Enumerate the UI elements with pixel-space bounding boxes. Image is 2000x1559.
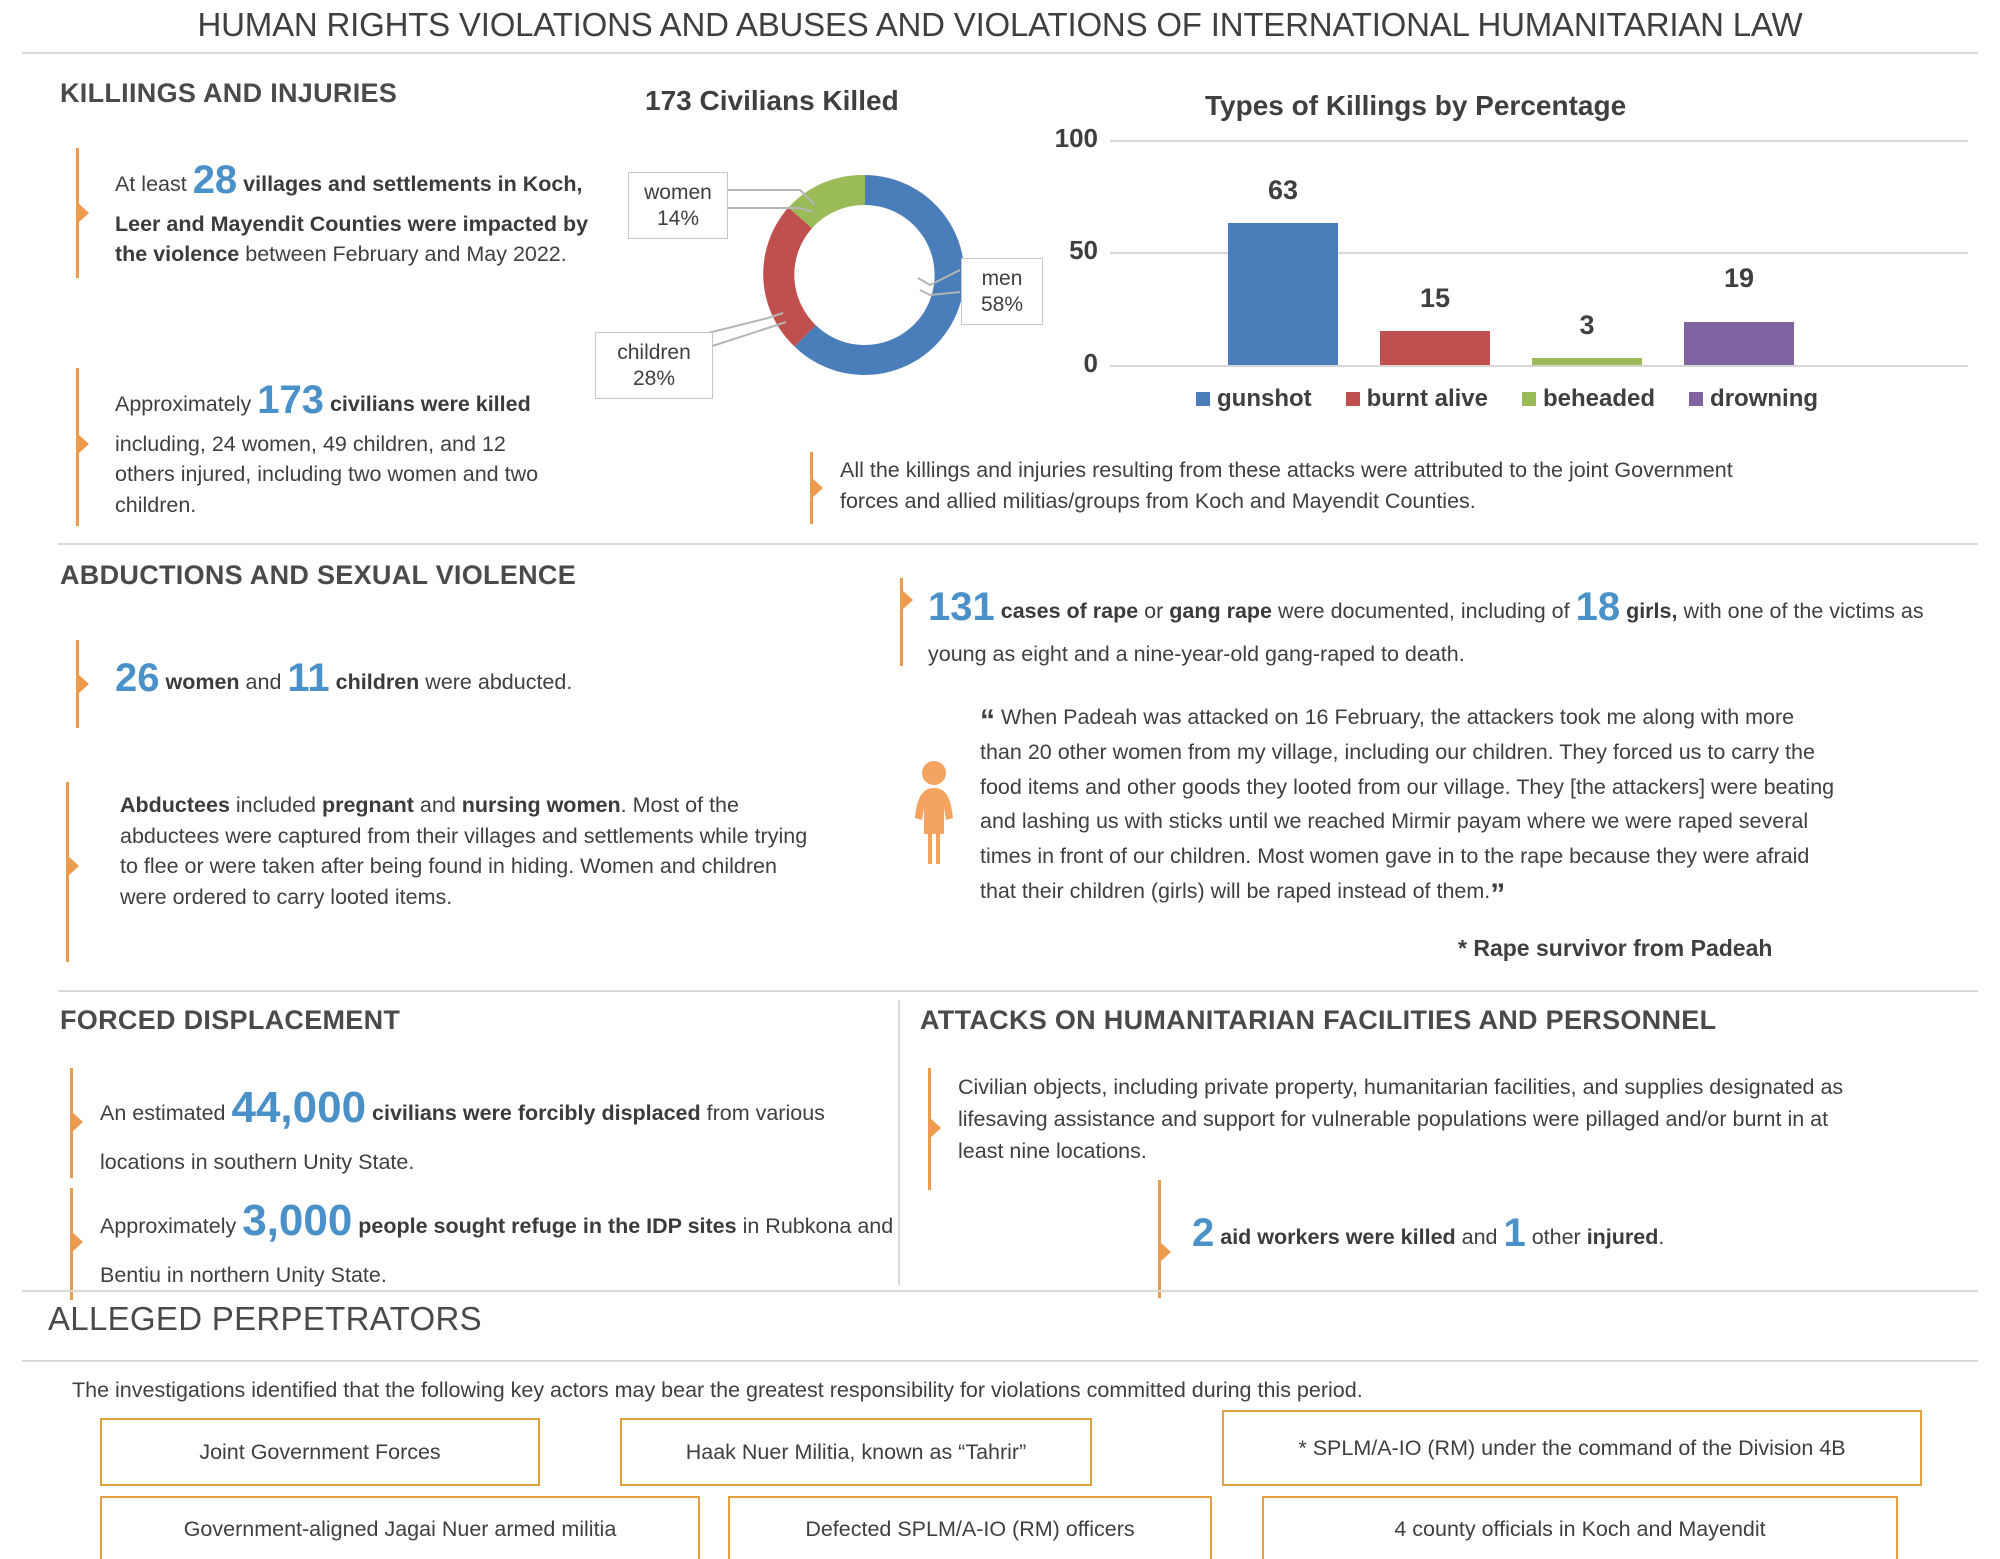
bullet-marker-civilians-killed bbox=[76, 368, 90, 526]
note-attribution: All the killings and injuries resulting from these attacks were attributed to the joint Government forces and allied militias/groups from Koch and Mayendit Counties. bbox=[840, 458, 1733, 513]
section-heading-abductions: ABDUCTIONS AND SEXUAL VIOLENCE bbox=[60, 560, 577, 590]
bullet-marker-abductees bbox=[66, 782, 80, 962]
stat-aid-workers: 2 aid workers were killed and 1 other injured. bbox=[1192, 1211, 1665, 1255]
quote-text: When Padeah was attacked on 16 February, the attackers took me along with more than 20 other women from my village, including our children. They forced us to carry the food items and other goods they looted from our village. They [the attackers] were beating and lashing us with sticks until we reached Mirmir payam where we were raped several times in front of our children. Most women gave in to the rape because they were afraid that their children (girls) will be raped instead of them. bbox=[980, 705, 1835, 904]
survivor-quote bbox=[980, 700, 1840, 912]
quote-close-mark: ” bbox=[1490, 878, 1506, 912]
section-heading-killings: KILLIINGS AND INJURIES bbox=[60, 78, 398, 108]
callout-label-men: men bbox=[981, 267, 1023, 290]
legend-label-gunshot: gunshot bbox=[1217, 385, 1312, 412]
perpetrators-intro: The investigations identified that the following key actors may bear the greatest responsibility for violations committed during this period. bbox=[72, 1378, 1363, 1402]
gridline-0 bbox=[1110, 365, 1968, 367]
y-tick-0: 0 bbox=[1083, 348, 1098, 378]
bullet-marker-displaced bbox=[70, 1068, 84, 1178]
bar-value-drowning: 19 bbox=[1723, 263, 1755, 293]
legend-item-beheaded[interactable] bbox=[1522, 385, 1655, 413]
stat-abducted: 26 women and 11 children were abducted. bbox=[115, 656, 573, 700]
bar-chart-legend bbox=[1196, 385, 1818, 413]
bullet-marker-aid-workers bbox=[1158, 1180, 1172, 1298]
bullet-marker-villages bbox=[76, 148, 90, 278]
y-tick-50: 50 bbox=[1069, 235, 1098, 265]
stat-displaced: An estimated 44,000 civilians were forcibly displaced from various locations in southern Unity State. bbox=[100, 1083, 825, 1174]
stat-villages-impacted: At least 28 villages and settlements in Koch, Leer and Mayendit Counties were impacted by the violence between February and May 2022. bbox=[115, 158, 589, 267]
legend-swatch-gunshot bbox=[1196, 392, 1210, 406]
legend-swatch-beheaded bbox=[1522, 392, 1536, 406]
perpetrators-divider bbox=[22, 1360, 1978, 1362]
callout-label-women: women bbox=[644, 181, 712, 204]
column-divider bbox=[898, 1000, 900, 1285]
bar-value-burnt-alive: 15 bbox=[1419, 283, 1451, 313]
section-heading-displacement: FORCED DISPLACEMENT bbox=[60, 1005, 401, 1035]
paragraph-civilian-objects: Civilian objects, including private property, humanitarian facilities, and supplies designated as lifesaving assistance and support for vulnerable populations were pillaged and/or burnt in at least nine locations. bbox=[958, 1075, 1844, 1163]
stat-rape-cases: 131 cases of rape or gang rape were documented, including of 18 girls, with one of the victims as young as eight and a nine-year-old gang-raped to death. bbox=[928, 585, 1924, 666]
section-divider-1 bbox=[58, 543, 1978, 545]
perpetrator-box-2[interactable]: Haak Nuer Militia, known as “Tahrir” bbox=[620, 1418, 1092, 1486]
bar-burnt-alive bbox=[1380, 331, 1490, 365]
perpetrator-box-3[interactable]: * SPLM/A-IO (RM) under the command of the Division 4B bbox=[1222, 1410, 1922, 1486]
donut-callout-men bbox=[961, 258, 1043, 325]
gridline-100 bbox=[1110, 140, 1968, 142]
bullet-marker-idp bbox=[70, 1188, 84, 1300]
perpetrator-box-5[interactable]: Defected SPLM/A-IO (RM) officers bbox=[728, 1496, 1212, 1559]
section-heading-attacks: ATTACKS ON HUMANITARIAN FACILITIES AND PERSONNEL bbox=[920, 1005, 1717, 1035]
callout-value-children: 28% bbox=[632, 366, 676, 390]
legend-swatch-drowning bbox=[1689, 392, 1703, 406]
stat-civilians-killed: Approximately 173 civilians were killed including, 24 women, 49 children, and 12 others injured, including two women and two children. bbox=[115, 378, 539, 517]
section-divider-3 bbox=[22, 1290, 1978, 1292]
legend-label-beheaded: beheaded bbox=[1543, 385, 1656, 412]
perpetrator-box-4[interactable]: Government-aligned Jagai Nuer armed militia bbox=[100, 1496, 700, 1559]
bullet-marker-abducted bbox=[76, 640, 90, 728]
callout-label-children: children bbox=[617, 341, 691, 364]
section-heading-perpetrators: ALLEGED PERPETRATORS bbox=[48, 1300, 482, 1337]
title-divider bbox=[22, 52, 1978, 54]
quote-open-mark: “ bbox=[980, 704, 995, 737]
legend-swatch-burnt-alive bbox=[1346, 392, 1360, 406]
y-tick-100: 100 bbox=[1054, 123, 1098, 153]
legend-item-burnt-alive[interactable] bbox=[1346, 385, 1488, 413]
bar-gunshot bbox=[1228, 223, 1338, 365]
bar-drowning bbox=[1684, 322, 1794, 365]
female-figure-icon bbox=[910, 760, 958, 870]
page-title: HUMAN RIGHTS VIOLATIONS AND ABUSES AND VIOLATIONS OF INTERNATIONAL HUMANITARIAN LAW bbox=[197, 6, 1803, 43]
bar-value-beheaded: 3 bbox=[1579, 310, 1595, 340]
bullet-marker-civilian-objects bbox=[928, 1068, 942, 1190]
legend-item-gunshot[interactable] bbox=[1196, 385, 1312, 413]
perpetrator-box-1[interactable]: Joint Government Forces bbox=[100, 1418, 540, 1486]
bar-beheaded bbox=[1532, 358, 1642, 365]
paragraph-abductees: Abductees included pregnant and nursing women. Most of the abductees were captured from their villages and settlements while trying to flee or were taken after being found in hiding. Women and children were ordered to carry looted items. bbox=[120, 793, 808, 909]
bullet-marker-attribution bbox=[810, 452, 824, 524]
legend-item-drowning[interactable] bbox=[1689, 385, 1818, 413]
callout-value-women: 14% bbox=[656, 206, 700, 230]
perpetrator-box-6[interactable]: 4 county officials in Koch and Mayendit bbox=[1262, 1496, 1898, 1559]
donut-chart-title: 173 Civilians Killed bbox=[645, 85, 899, 116]
legend-label-burnt-alive: burnt alive bbox=[1366, 385, 1488, 412]
donut-callout-children bbox=[595, 332, 713, 399]
donut-callout-women bbox=[628, 172, 728, 239]
callout-value-men: 58% bbox=[980, 292, 1024, 316]
bullet-marker-rape-cases bbox=[900, 578, 914, 666]
section-divider-2 bbox=[58, 990, 1978, 992]
bar-chart-title: Types of Killings by Percentage bbox=[1205, 90, 1627, 121]
quote-attribution: * Rape survivor from Padeah bbox=[1458, 935, 1773, 961]
stat-idp-refuge: Approximately 3,000 people sought refuge in the IDP sites in Rubkona and Bentiu in northern Unity State. bbox=[100, 1196, 894, 1287]
bar-value-gunshot: 63 bbox=[1267, 175, 1299, 205]
legend-label-drowning: drowning bbox=[1710, 385, 1819, 412]
